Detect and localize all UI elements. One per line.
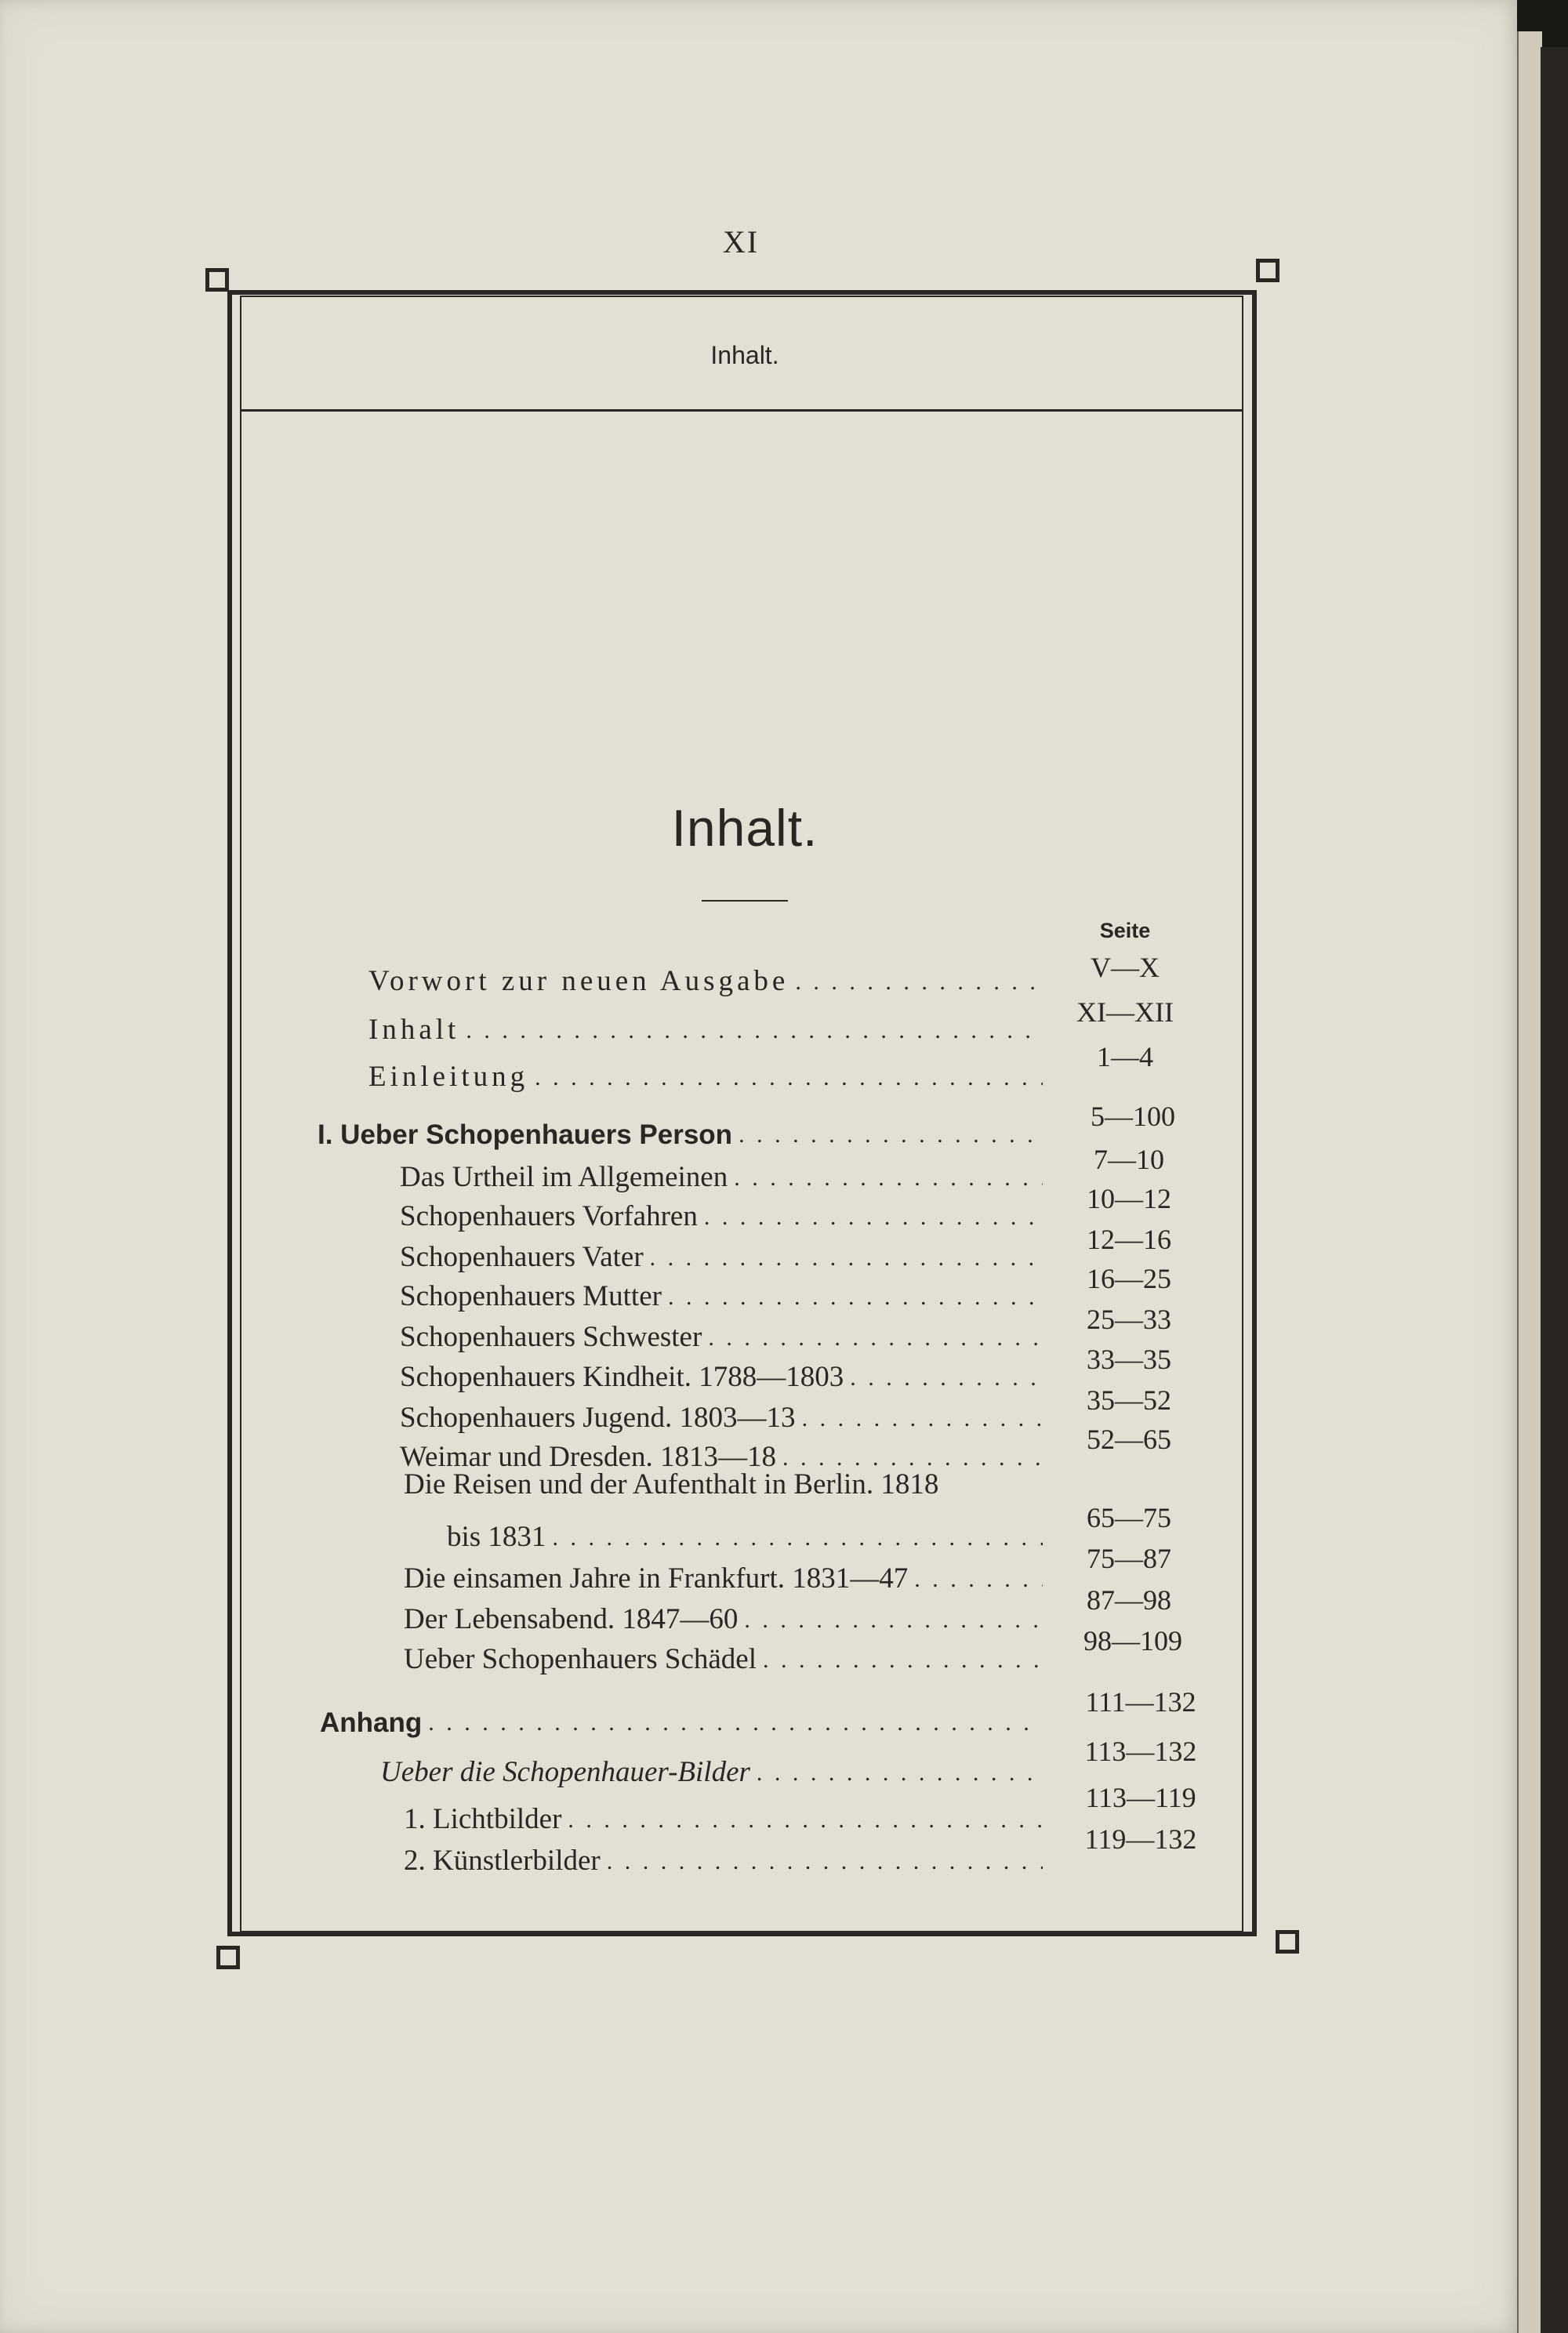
- toc-entry-label: Die einsamen Jahre in Frankfurt. 1831—47: [404, 1562, 909, 1595]
- toc-entry-label: Ueber Schopenhauers Schädel: [404, 1643, 757, 1675]
- toc-entry-pages: 87—98: [1087, 1584, 1171, 1616]
- toc-entry: [404, 1556, 1043, 1595]
- binding-shadow: [1541, 47, 1568, 2333]
- toc-entry-label: bis 1831: [447, 1521, 546, 1553]
- frame-corner-bottom-right: [1276, 1930, 1299, 1954]
- toc-entry: [400, 1395, 1043, 1435]
- toc-entry-pages: 7—10: [1094, 1144, 1164, 1175]
- toc-entry-pages: 113—119: [1085, 1782, 1196, 1813]
- dot-leader: [708, 1325, 1043, 1354]
- frame-corner-top-left: [205, 268, 229, 292]
- dot-leader: [568, 1807, 1043, 1836]
- dot-leader: [757, 1760, 1043, 1789]
- toc-entry-pages: 1—4: [1097, 1041, 1153, 1072]
- dot-leader: [466, 1018, 1043, 1047]
- toc-entry-pages: 25—33: [1087, 1304, 1171, 1335]
- toc-entry-pages: 75—87: [1087, 1543, 1171, 1574]
- toc-entry-label: Ueber die Schopenhauer-Bilder: [380, 1756, 750, 1788]
- dot-leader: [734, 1165, 1043, 1194]
- title-rule: [702, 900, 788, 902]
- header-divider: [240, 409, 1243, 412]
- dot-leader: [607, 1849, 1043, 1878]
- toc-part-pages: 111—132: [1085, 1686, 1196, 1718]
- toc-entry: [404, 1597, 1043, 1636]
- toc-entry-pages: 12—16: [1087, 1224, 1171, 1255]
- toc-entry-label: Das Urtheil im Allgemeinen: [400, 1161, 728, 1193]
- dot-leader: [763, 1647, 1043, 1676]
- toc-part-pages: 5—100: [1091, 1101, 1175, 1132]
- toc-part-label: Anhang: [320, 1707, 423, 1738]
- dot-leader: [704, 1204, 1043, 1233]
- dot-leader: [552, 1525, 1043, 1554]
- page-number: XI: [722, 224, 760, 259]
- toc-part-heading: [318, 1112, 1043, 1151]
- toc-entry: [400, 1155, 1043, 1194]
- toc-entry-label: Schopenhauers Kindheit. 1788—1803: [400, 1361, 844, 1393]
- toc-entry-pages: V—X: [1091, 952, 1160, 983]
- dot-leader: [668, 1284, 1043, 1313]
- dot-leader: [795, 969, 1043, 998]
- dot-leader: [850, 1365, 1043, 1394]
- toc-entry: [368, 1054, 1043, 1094]
- running-header: Inhalt.: [710, 341, 779, 369]
- toc-entry-label: Weimar und Dresden. 1813—18: [400, 1441, 776, 1473]
- toc-entry: [404, 1838, 1043, 1878]
- toc-entry: [400, 1194, 1043, 1233]
- page-title: Inhalt.: [671, 799, 818, 857]
- toc-entry-pages: 33—35: [1087, 1344, 1171, 1375]
- toc-entry-label: 1. Lichtbilder: [404, 1803, 562, 1835]
- page-column-header: Seite: [1099, 919, 1151, 942]
- toc-entry-pages: 65—75: [1087, 1502, 1171, 1533]
- toc-entry: [380, 1750, 1043, 1789]
- frame-corner-top-right: [1256, 259, 1279, 282]
- toc-entry: [400, 1274, 1043, 1313]
- toc-entry-label: Schopenhauers Jugend. 1803—13: [400, 1402, 796, 1434]
- toc-entry-pages: 16—25: [1087, 1263, 1171, 1294]
- toc-entry: [404, 1637, 1043, 1676]
- toc-entry-label: Inhalt: [368, 1014, 460, 1046]
- toc-entry-label: Schopenhauers Vater: [400, 1241, 644, 1273]
- toc-entry-label-line1: Die Reisen und der Aufenthalt in Berlin. 1818: [404, 1468, 939, 1500]
- dot-leader: [650, 1245, 1043, 1274]
- frame-corner-bottom-left: [216, 1946, 240, 1969]
- dot-leader: [914, 1566, 1043, 1595]
- toc-entry-label: Schopenhauers Vorfahren: [400, 1200, 698, 1232]
- toc-entry-label: Vorwort zur neuen Ausgabe: [368, 965, 789, 997]
- toc-entry-label: Der Lebensabend. 1847—60: [404, 1603, 739, 1635]
- dot-leader: [739, 1122, 1043, 1151]
- toc-entry: [400, 1355, 1043, 1394]
- toc-entry-label: Schopenhauers Mutter: [400, 1280, 662, 1312]
- toc-entry-label: Schopenhauers Schwester: [400, 1321, 702, 1353]
- dot-leader: [535, 1065, 1043, 1094]
- dot-leader: [428, 1710, 1043, 1739]
- toc-entry: [400, 1315, 1043, 1354]
- toc-entry-label: Einleitung: [368, 1061, 529, 1093]
- page-edge: [1517, 31, 1542, 2333]
- toc-entry-pages: 10—12: [1087, 1183, 1171, 1214]
- toc-entry: [447, 1515, 1043, 1554]
- toc-entry: [400, 1235, 1043, 1274]
- toc-entry-pages: 98—109: [1083, 1625, 1182, 1656]
- toc-entry: [368, 959, 1043, 998]
- dot-leader: [802, 1406, 1043, 1435]
- toc-entry: [404, 1797, 1043, 1836]
- toc-entry-pages: 113—132: [1084, 1736, 1197, 1767]
- toc-entry-pages: 52—65: [1087, 1424, 1171, 1455]
- toc-entry-pages: XI—XII: [1076, 996, 1174, 1028]
- dot-leader: [744, 1607, 1043, 1636]
- toc-entry-pages: 35—52: [1087, 1384, 1171, 1416]
- toc-entry: [368, 1007, 1043, 1047]
- toc-part-label: I. Ueber Schopenhauers Person: [318, 1119, 733, 1150]
- toc-entry-label: 2. Künstlerbilder: [404, 1845, 601, 1877]
- toc-part-heading: [320, 1700, 1043, 1739]
- toc-entry-pages: 119—132: [1084, 1823, 1197, 1855]
